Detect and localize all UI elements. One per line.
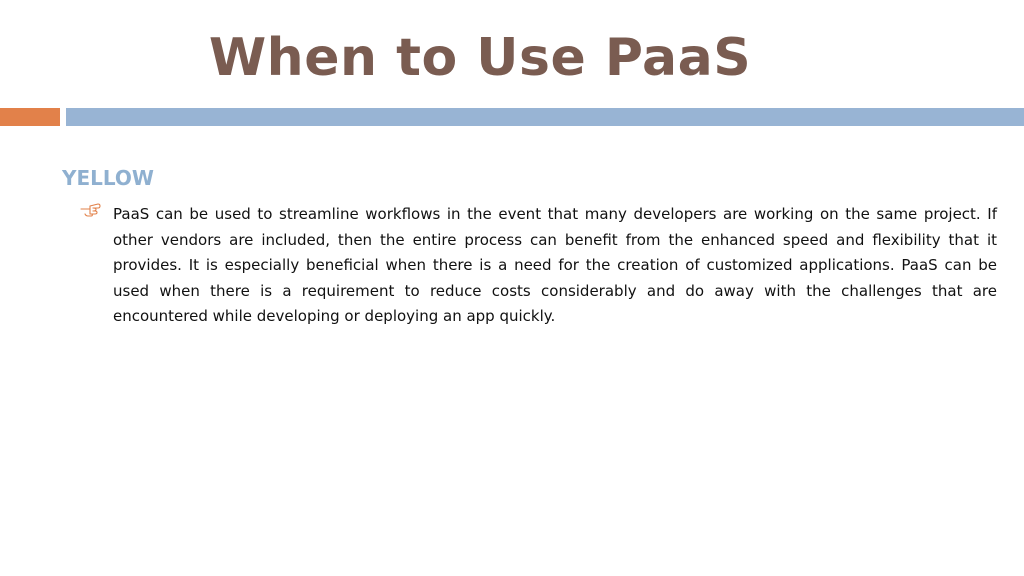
slide-title: When to Use PaaS <box>208 28 752 88</box>
bullet-text: PaaS can be used to streamline workflows in the event that many developers are working on the same project. If other vendors are included, then the entire process can benefit from the enhanced speed and flexibility that it provides. It is especially beneficial when there is a need for the creation of customized applications. PaaS can be used when there is a requirement to reduce costs considerably and do away with the challenges that are encountered while developing or deploying an app quickly. <box>113 205 997 325</box>
section-heading: YELLOW <box>62 166 154 190</box>
pointing-hand-icon <box>80 200 102 218</box>
accent-bar-right <box>66 108 1024 126</box>
accent-bar-left <box>0 108 60 126</box>
